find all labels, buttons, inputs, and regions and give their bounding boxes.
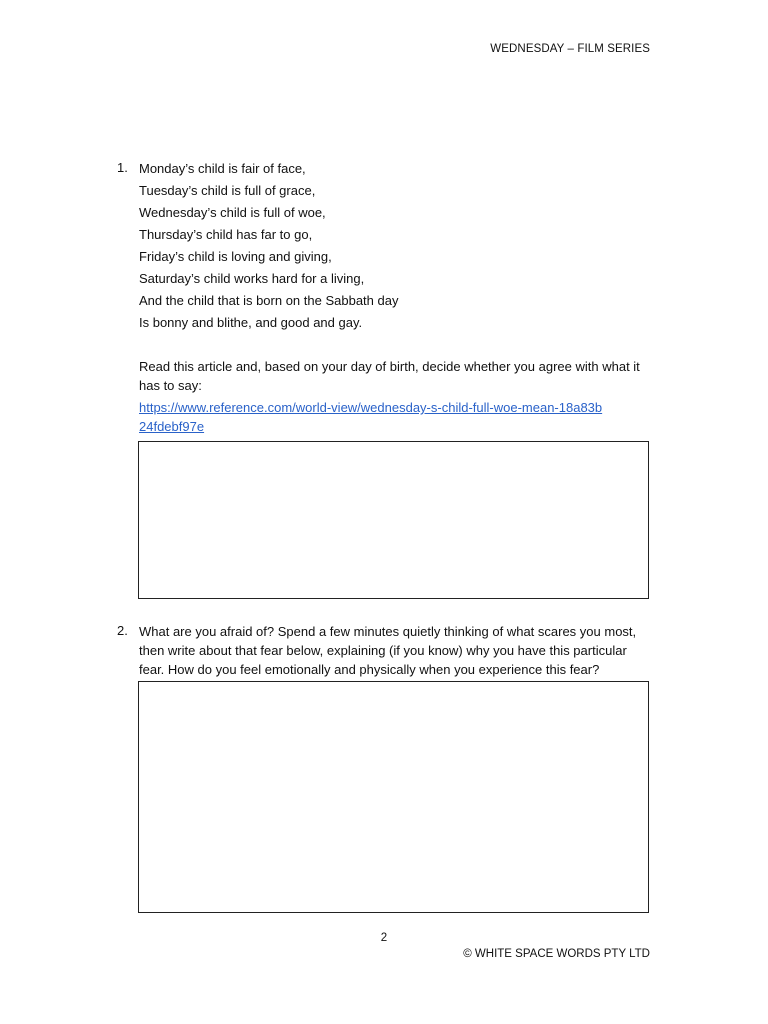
poem-line: Monday’s child is fair of face,: [139, 161, 306, 176]
poem-line: Thursday’s child has far to go,: [139, 227, 313, 242]
poem-line: Wednesday’s child is full of woe,: [139, 205, 326, 220]
poem-line: Saturday’s child works hard for a living,: [139, 271, 365, 286]
document-header: WEDNESDAY – FILM SERIES: [490, 43, 650, 55]
question-1-instruction: Read this article and, based on your day of birth, decide whether you agree with what it has to say:: [139, 359, 640, 393]
poem-line: Is bonny and blithe, and good and gay.: [139, 315, 363, 330]
question-2-text: What are you afraid of? Spend a few minutes quietly thinking of what scares you most, then write about that fear below, explaining (if you know) why you have this particular fear. How do you feel emotionally and physically when you experience this fear?: [139, 624, 637, 677]
question-2-number: 2.: [117, 623, 128, 638]
question-1-number: 1.: [117, 160, 128, 175]
answer-box-1[interactable]: [138, 441, 649, 599]
poem-line: Tuesday’s child is full of grace,: [139, 183, 316, 198]
copyright-footer: © WHITE SPACE WORDS PTY LTD: [463, 948, 650, 960]
page-number: 2: [380, 932, 388, 944]
poem-line: Friday’s child is loving and giving,: [139, 249, 332, 264]
poem-line: And the child that is born on the Sabbath day: [139, 293, 399, 308]
article-link[interactable]: https://www.reference.com/world-view/wednesday-s-child-full-woe-mean-18a83b24fdebf97e: [139, 400, 603, 434]
answer-box-2[interactable]: [138, 681, 649, 913]
